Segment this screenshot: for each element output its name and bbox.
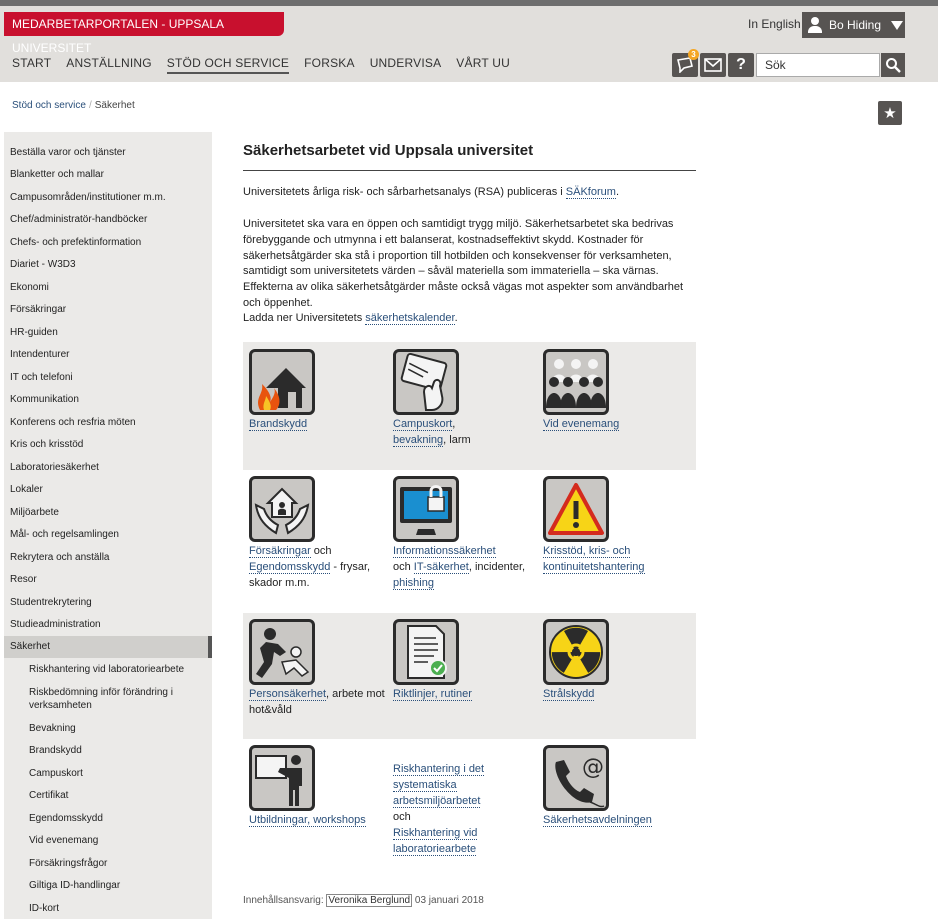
sakavd-text [543, 812, 683, 828]
sidebar-subitem[interactable]: Egendomsskydd [29, 813, 103, 824]
nav-stod-och-service[interactable]: STÖD OCH SERVICE [167, 56, 289, 74]
brandskydd-link[interactable]: Brandskydd [249, 418, 308, 430]
rsa-text: Universitetets årliga risk- och sårbarhetsanalys (RSA) publiceras i [243, 186, 566, 198]
sakforum-link[interactable]: SÄKforum [565, 186, 616, 198]
svg-text:@: @ [582, 755, 604, 780]
sidebar-item[interactable]: Blanketter och mallar [10, 169, 104, 180]
main-nav [12, 56, 525, 74]
larm-text: , larm [443, 434, 471, 446]
sidebar [4, 132, 212, 919]
riktlinjer-link[interactable]: Riktlinjer, rutiner [393, 688, 472, 700]
footer-label: Innehållsansvarig: [243, 895, 327, 906]
chevron-down-icon [891, 21, 903, 30]
och-text: och [393, 561, 414, 573]
sidebar-item[interactable]: Kris och krisstöd [10, 439, 84, 450]
riskhantering-text [393, 761, 503, 857]
favorite-button[interactable] [878, 101, 902, 125]
sidebar-subitem[interactable]: Bevakning [29, 723, 76, 734]
nav-start[interactable]: START [12, 56, 52, 70]
stralskydd-text [543, 686, 683, 702]
personsak-text [249, 686, 389, 718]
phone-at-icon[interactable] [543, 745, 609, 811]
sidebar-item-sakerhet[interactable]: Säkerhet [4, 636, 212, 658]
sidebar-item[interactable]: Konferens och resfria möten [10, 417, 136, 428]
envelope-icon [704, 58, 722, 72]
question-icon: ? [736, 56, 746, 73]
sidebar-subitem[interactable]: Campuskort [29, 768, 83, 779]
infosak-rest: , incidenter, [468, 561, 526, 573]
crowd-icon[interactable] [543, 349, 609, 415]
sidebar-item[interactable]: Rekrytera och anställa [10, 552, 110, 563]
sakerhetsavdelningen-link[interactable]: Säkerhetsavdelningen [543, 814, 652, 826]
sidebar-item[interactable]: Studieadministration [10, 619, 101, 630]
evenemang-text [543, 416, 683, 432]
user-name: Bo Hiding [829, 18, 882, 32]
document-check-icon[interactable] [393, 619, 459, 685]
sidebar-item[interactable]: Diariet - W3D3 [10, 259, 76, 270]
sakerhetskalender-link[interactable]: säkerhetskalender [365, 312, 455, 324]
sidebar-item[interactable]: Lokaler [10, 484, 43, 495]
campuskort-text [393, 416, 533, 448]
nav-vart-uu[interactable]: VÅRT UU [456, 56, 510, 70]
sidebar-subitem[interactable]: Försäkringsfrågor [29, 858, 108, 869]
infosak-text [393, 543, 533, 591]
bevakning-link[interactable]: bevakning [393, 434, 444, 446]
sidebar-item[interactable]: Mål- och regelsamlingen [10, 529, 119, 540]
riskhantering-arbetsmiljo-link[interactable]: Riskhantering i det systematiska arbetsmiljöarbetet [393, 763, 485, 807]
sidebar-item[interactable]: Miljöarbete [10, 507, 59, 518]
krisstod-link[interactable]: Krisstöd, kris- och kontinuitetshantering [543, 545, 645, 573]
breadcrumb [12, 100, 135, 111]
nav-anstallning[interactable]: ANSTÄLLNING [66, 56, 152, 70]
messages-button[interactable] [700, 53, 726, 77]
stralskydd-link[interactable]: Strålskydd [543, 688, 595, 700]
forsakringar-text [249, 543, 389, 591]
breadcrumb-current: Säkerhet [94, 100, 135, 111]
sidebar-item[interactable]: Kommunikation [10, 394, 79, 405]
intro-paragraph: Universitetet ska vara en öppen och samtidigt trygg miljö. Säkerhetsarbetet ska bedrivas förebyggande och utmynna i ett balanserat, kostnadseffektivt skydd. Kostnader för säkerhetsåtgärder ska stå i proportion till hotbilden och konsekvenser för verksamheten, samtidigt som universitetets värden – såväl materiella som immateriella – ska värnas. Effekterna av olika säkerhetsåtgärder måste också vägas mot aspekter som användbarhet och öppenhet. [243, 218, 684, 309]
footer-date: 03 januari 2018 [412, 895, 484, 906]
attack-icon[interactable] [249, 619, 315, 685]
it-sakerhet-link[interactable]: IT-säkerhet [413, 561, 469, 573]
title-divider [243, 170, 696, 171]
och-text: och [310, 545, 332, 557]
computer-lock-icon[interactable] [393, 476, 459, 542]
star-icon: ★ [883, 105, 897, 122]
forsakringar-rest: - frysar, skador m.m. [249, 561, 371, 589]
calendar-end: . [454, 312, 458, 324]
notification-badge: 3 [688, 49, 699, 60]
sidebar-subitem[interactable]: Riskbedömning inför förändring i verksamheten [29, 687, 173, 711]
utbildningar-link[interactable]: Utbildningar, workshops [249, 814, 366, 826]
phishing-link[interactable]: phishing [393, 577, 434, 589]
sidebar-item[interactable]: Beställa varor och tjänster [10, 147, 126, 158]
site-header [0, 0, 938, 82]
responsible-person-link[interactable]: Veronika Berglund [328, 895, 411, 906]
sidebar-item[interactable]: Chef/administratör-handböcker [10, 214, 148, 225]
sidebar-item[interactable]: Försäkringar [10, 304, 67, 315]
search-icon [885, 57, 901, 73]
teacher-board-icon[interactable] [249, 745, 315, 811]
sidebar-item[interactable]: Studentrekrytering [10, 597, 92, 608]
utbildningar-text [249, 812, 389, 828]
language-link[interactable]: In English [748, 17, 801, 31]
sidebar-item[interactable]: Campusområden/institutioner m.m. [10, 192, 166, 203]
content-footer [243, 895, 484, 906]
separator: , [452, 418, 456, 430]
card-hand-icon[interactable] [393, 349, 459, 415]
sidebar-subitem[interactable]: ID-kort [29, 903, 59, 914]
riskhantering-lab-link[interactable]: Riskhantering vid laboratoriearbete [393, 827, 478, 855]
calendar-text: Ladda ner Universitetets [243, 312, 366, 324]
vid-evenemang-link[interactable]: Vid evenemang [543, 418, 620, 430]
personsakerhet-link[interactable]: Personsäkerhet [249, 688, 327, 700]
personsak-rest: , arbete mot hot&våld [249, 688, 385, 716]
sidebar-subitem[interactable]: Riskhantering vid laboratoriearbete [29, 664, 185, 675]
sidebar-item[interactable]: Chefs- och prefektinformation [10, 237, 142, 248]
sidebar-item[interactable]: Ekonomi [10, 282, 49, 293]
egendomsskydd-link[interactable]: Egendomsskydd [249, 561, 331, 573]
sidebar-item[interactable]: IT och telefoni [10, 372, 73, 383]
sidebar-subitem[interactable]: Vid evenemang [29, 835, 99, 846]
breadcrumb-parent[interactable]: Stöd och service [12, 100, 86, 111]
radiation-icon[interactable] [543, 619, 609, 685]
help-button[interactable] [728, 53, 754, 77]
user-menu-button[interactable] [802, 12, 905, 38]
sidebar-subitem[interactable]: Brandskydd [29, 745, 82, 756]
rsa-end: . [615, 186, 619, 198]
search-input[interactable]: Sök [756, 53, 880, 77]
house-hands-icon[interactable] [249, 476, 315, 542]
brandskydd-text [249, 416, 389, 432]
page-title: Säkerhetsarbetet vid Uppsala universitet [243, 142, 534, 159]
sidebar-item[interactable]: Resor [10, 574, 37, 585]
fire-house-icon[interactable] [249, 349, 315, 415]
sidebar-item[interactable]: Intendenturer [10, 349, 70, 360]
calendar-paragraph [243, 311, 698, 327]
sidebar-item[interactable]: HR-guiden [10, 327, 58, 338]
sidebar-item[interactable]: Laboratoriesäkerhet [10, 462, 99, 473]
forsakringar-link[interactable]: Försäkringar [249, 545, 311, 557]
sidebar-subitem[interactable]: Giltiga ID-handlingar [29, 880, 121, 891]
sidebar-subitem[interactable]: Certifikat [29, 790, 69, 801]
nav-undervisa[interactable]: UNDERVISA [369, 56, 442, 70]
krisstod-text [543, 543, 663, 575]
user-icon [808, 17, 822, 33]
breadcrumb-separator: / [88, 100, 92, 111]
nav-forska[interactable]: FORSKA [304, 56, 355, 70]
notifications-button[interactable] [672, 50, 698, 77]
campuskort-link[interactable]: Campuskort [393, 418, 453, 430]
riktlinjer-text [393, 686, 533, 702]
search-button[interactable] [881, 53, 905, 77]
warning-triangle-icon[interactable] [543, 476, 609, 542]
rsa-paragraph [243, 185, 698, 201]
och-text: och [393, 811, 411, 823]
informationssakerhet-link[interactable]: Informationssäkerhet [393, 545, 496, 557]
portal-title[interactable]: MEDARBETARPORTALEN - UPPSALA UNIVERSITET [4, 12, 284, 36]
